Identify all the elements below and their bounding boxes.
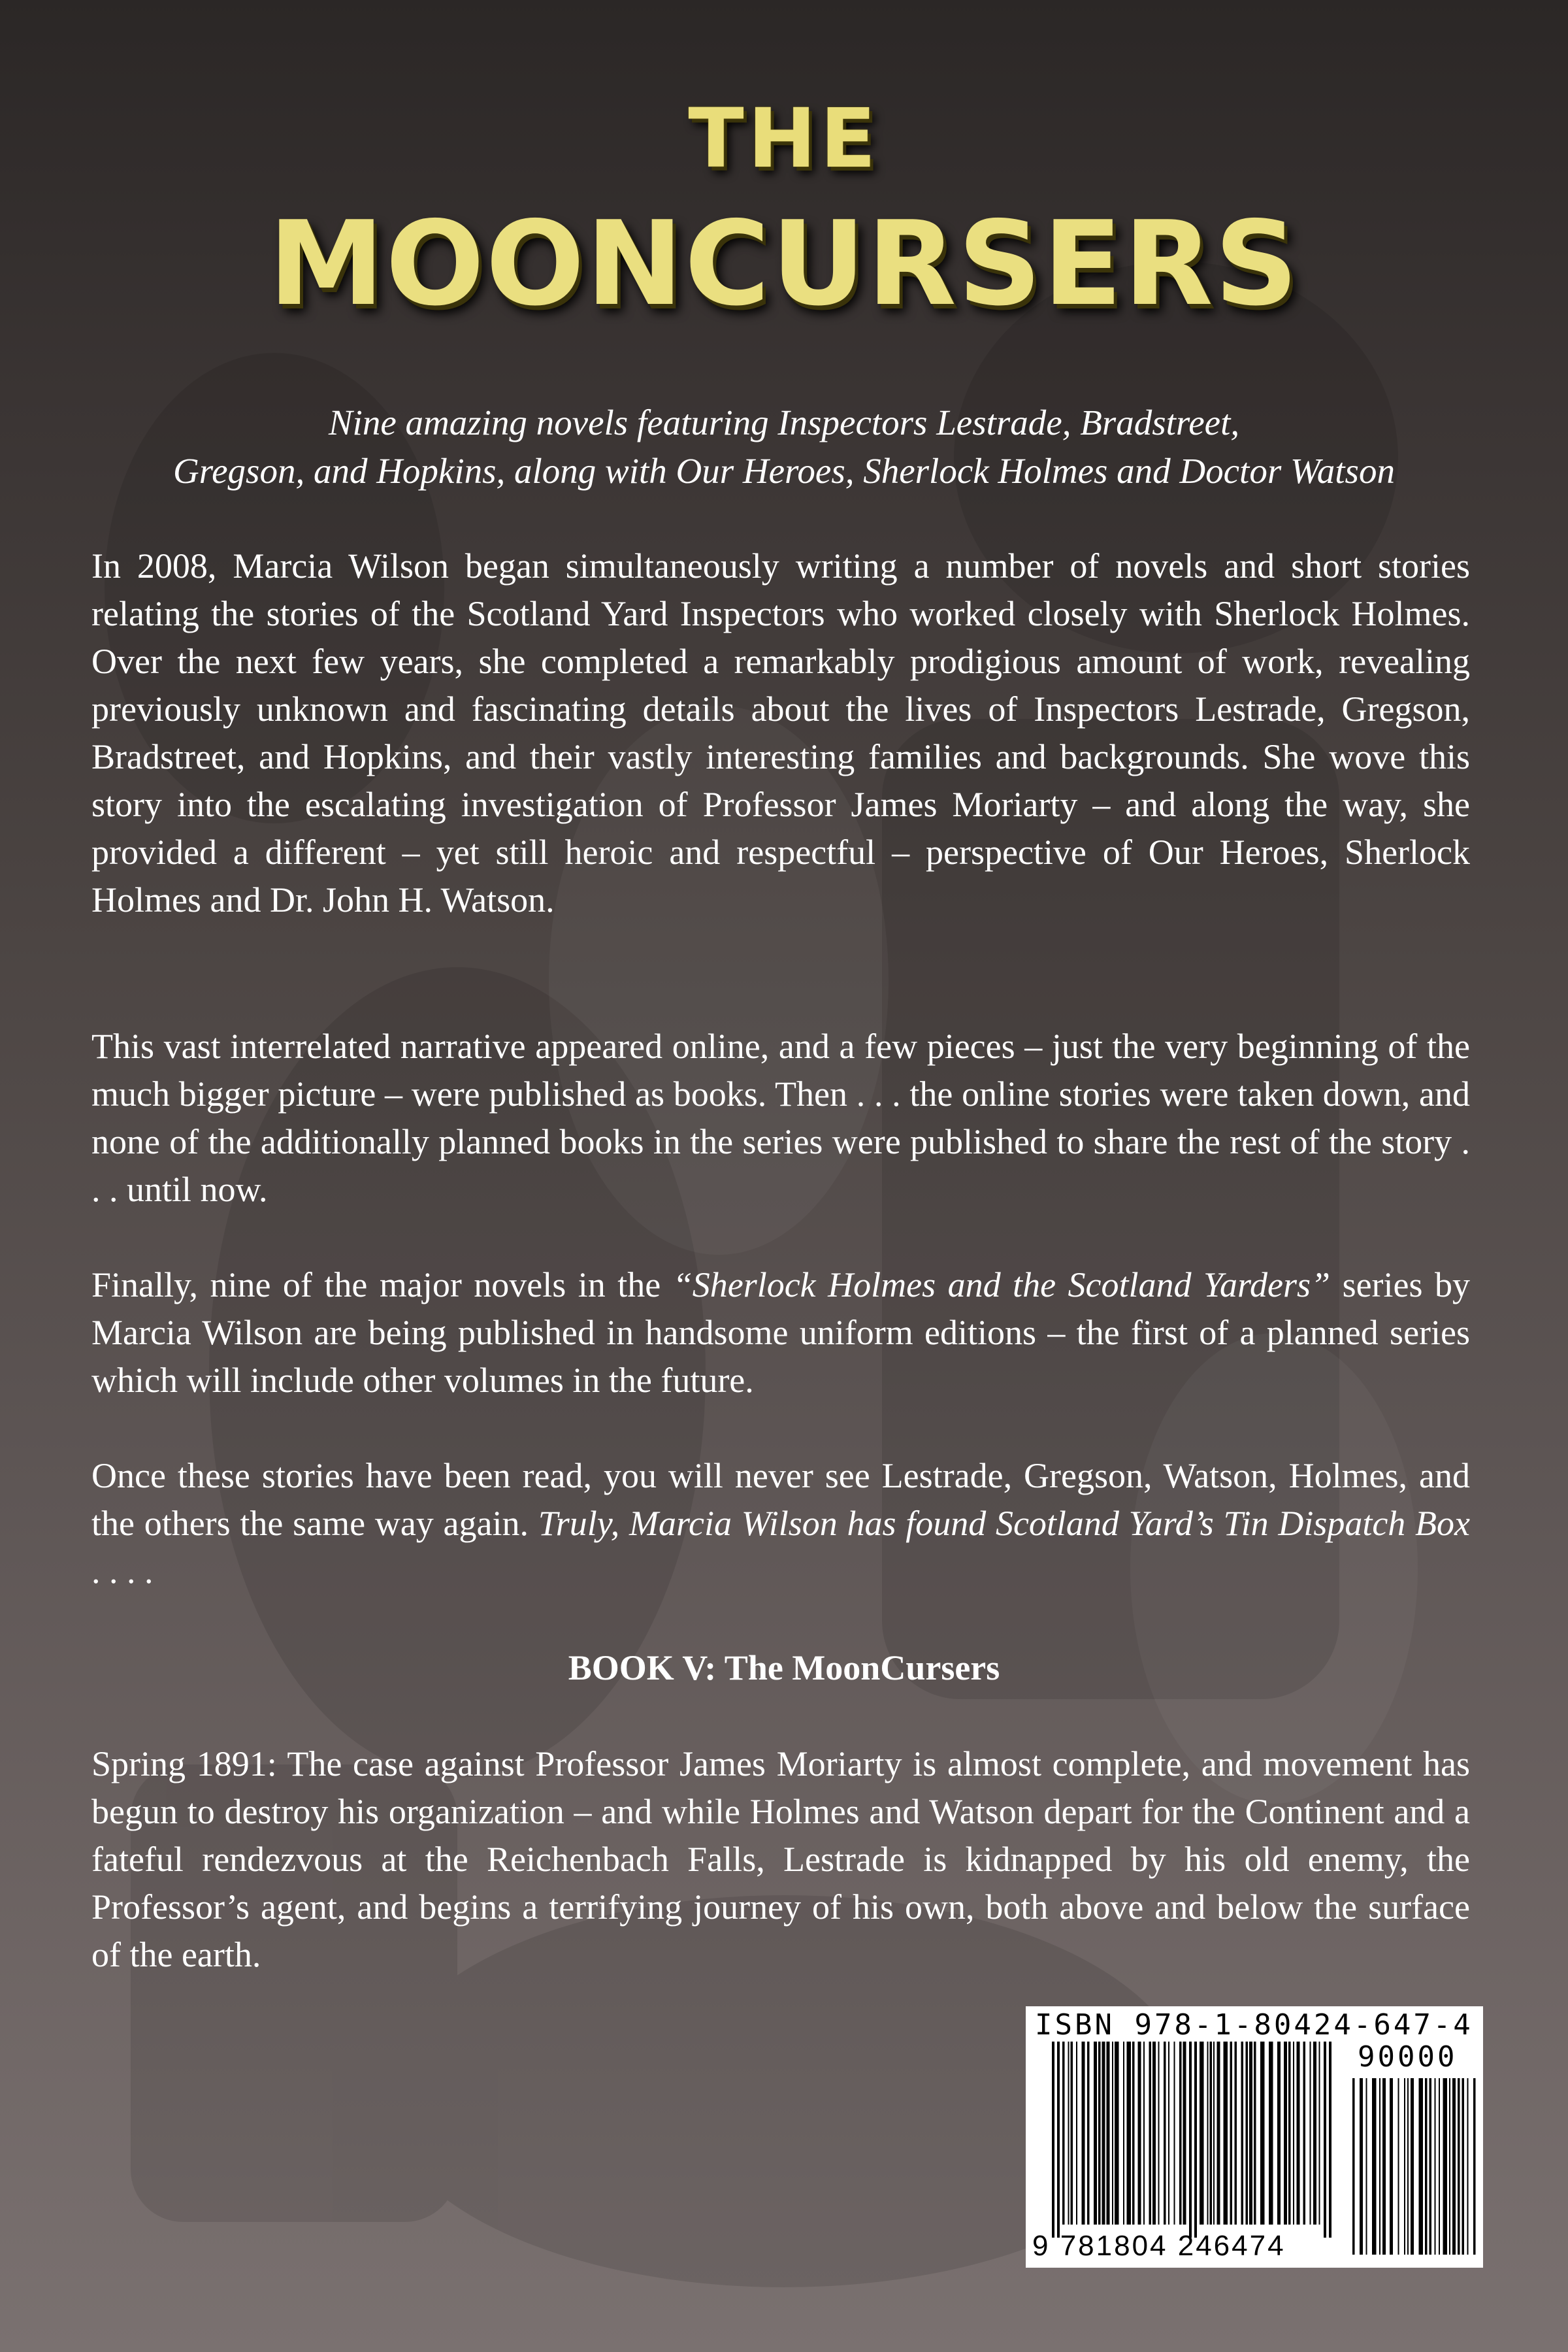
paragraph-intro: In 2008, Marcia Wilson began simultaneously writing a number of novels and short stories relating the stories of the Scotland Yard Inspectors who worked closely with Sherlock Holmes. Over the next few years, she completed a remarkably prodigious amount of work, revealing previously unknown and fascinating details about the lives of Inspectors Lestrade, Gregson, Bradstreet, and Hopkins, and their vastly interesting families and backgrounds. She wove this story into the escalating investigation of Professor James Moriarty – and along the way, she provided a different – yet still heroic and respectful – perspective of Our Heroes, Sherlock Holmes and Dr. John H. Watson. (91, 546, 1470, 919)
paragraph-closing (91, 1452, 1470, 1595)
title-the: THE (0, 98, 1568, 180)
paragraph-synopsis: Spring 1891: The case against Professor James Moriarty is almost complete, and movement has begun to destroy his organization – and while Holmes and Watson depart for the Continent and a fateful rendezvous at the Reichenbach Falls, Lestrade is kidnapped by his old enemy, the Professor’s agent, and begins a terrifying journey of his own, both above and below the surface of the earth. (91, 1744, 1470, 1974)
isbn-label: ISBN 978-1-80424-647-4 (1035, 2008, 1473, 2042)
paragraph-closing-italic: Truly, Marcia Wilson has found Scotland Yard’s Tin Dispatch Box (538, 1504, 1471, 1543)
tagline-line-2: Gregson, and Hopkins, along with Our Heroes, Sherlock Holmes and Doctor Watson (173, 451, 1395, 491)
cover-title (0, 91, 1568, 331)
paragraph-closing-ellipsis: . . . . (91, 1551, 154, 1591)
paragraph-series (91, 1261, 1470, 1404)
paragraph-online-history: This vast interrelated narrative appeared online, and a few pieces – just the very beginning of the much bigger picture – were published as books. Then . . . the online stories were taken down, and none of the additionally planned books in the series were published to share the rest of the story . . . until now. (91, 1027, 1470, 1209)
paragraph-series-start: Finally, nine of the major novels in the (91, 1265, 673, 1304)
book-title: BOOK V: The MoonCursers (568, 1648, 1000, 1687)
ean-digits: 9 781804 246474 (1032, 2230, 1286, 2262)
series-name: “Sherlock Holmes and the Scotland Yarders” (672, 1265, 1331, 1304)
title-mooncursers: MOONCURSERS (268, 196, 1300, 331)
paragraph-closing-plain: Once these stories have been read, you will never see Lestrade, Gregson, Watson, Holmes, and the others the same way again. (91, 1456, 1470, 1543)
paragraph-series-end: series by Marcia Wilson are being published in handsome uniform editions – the first of a planned series which will include other volumes in the future. (91, 1265, 1471, 1400)
isbn-barcode (1026, 2006, 1483, 2268)
price-code: 90000 (1358, 2040, 1458, 2074)
tagline-line-1: Nine amazing novels featuring Inspectors Lestrade, Bradstreet, (328, 403, 1240, 442)
tagline (65, 399, 1503, 495)
